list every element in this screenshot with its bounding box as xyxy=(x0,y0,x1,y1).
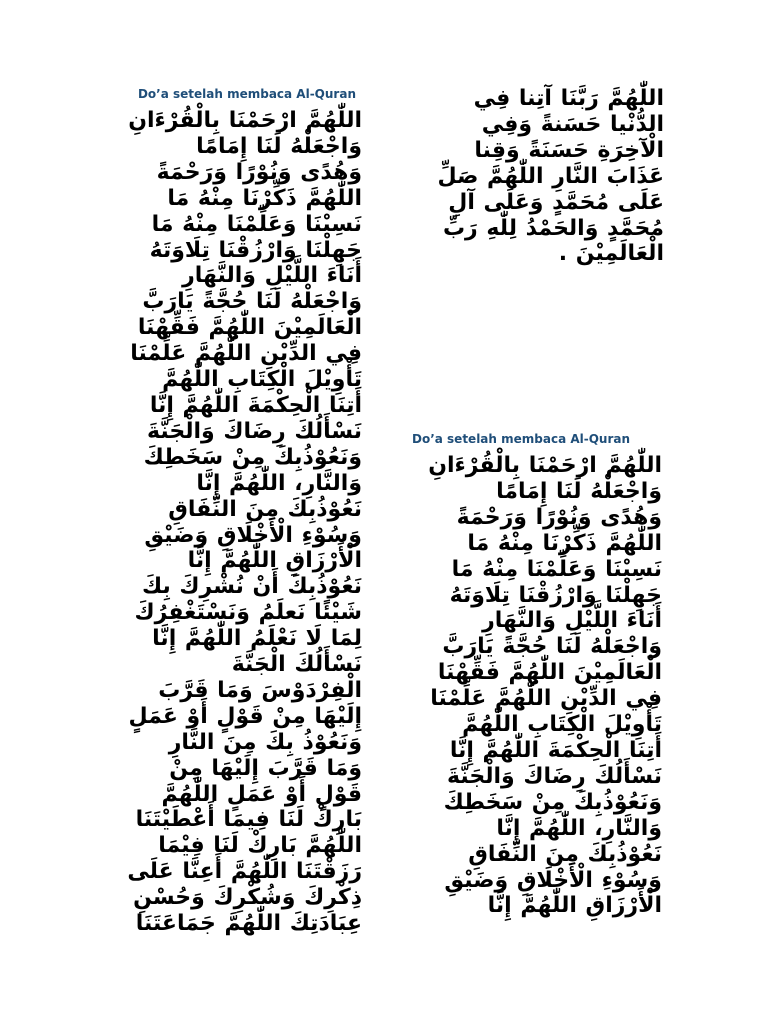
verse-line: وَسُوْءِ الْأَخْلَاقِ وَضَيْقِ xyxy=(444,867,662,893)
verse-line: نَسْأَلُكَ الْجَنَّةَ xyxy=(231,652,362,678)
verse-line: اللّٰهُمَّ ذَكِّرْنَا مِنْهُ مَا xyxy=(167,185,362,211)
verse-line: اللّٰهُمَّ ذَكِّرْنَا مِنْهُ مَا xyxy=(467,530,662,556)
verse-line: مُحَمَّدٍ وَالحَمْدُ لِلّٰهِ رَبِّ xyxy=(442,215,664,241)
verse-line: وَاجْعَلْهُ لَنَا إِمَامًا xyxy=(496,478,662,504)
verse-line: رَزَقْتَنَا اللّٰهُمَّ أَعِنَّا عَلَى xyxy=(127,859,362,885)
verse-line: وَمَا قَرَّبَ إِلَيْهَا مِنْ xyxy=(169,755,362,781)
verse-line: الدُّنْيا حَسَنةً وَفِي xyxy=(481,111,664,137)
right-top-column xyxy=(412,86,664,267)
right-bottom-column xyxy=(410,431,662,919)
verse-line: تَأْوِيْلَ الْكِتَابِ اللّٰهُمَّ xyxy=(462,712,662,738)
verse-line: نَعُوْذُبِكَ مِنَ النِّفَاقِ xyxy=(468,841,662,867)
verse-line: لِمَا لَا نَعْلَمُ اللّٰهُمَّ إِنَّا xyxy=(152,626,362,652)
verse-line: جَهِلْنَا وَارْزُقْنَا تِلَاوَتَهُ xyxy=(149,237,362,263)
verse-line: جَهِلْنَا وَارْزُقْنَا تِلَاوَتَهُ xyxy=(449,582,662,608)
verse-line: وَاجْعَلْهُ لَنَا حُجَّةً يَارَبَّ xyxy=(442,634,662,660)
doa-heading-left: Do’a setelah membaca Al-Quran xyxy=(137,87,356,101)
doa-heading-right: Do’a setelah membaca Al-Quran xyxy=(412,432,631,446)
verse-line: ذِكْرِكَ وَشُكْرِكَ وَحُسْنِ xyxy=(133,885,362,911)
verse-line: وَاجْعَلْهُ لَنَا إِمَامًا xyxy=(196,133,362,159)
verse-line: اللّٰهُمَّ ارْحَمْنَا بِالْقُرْءَانِ xyxy=(128,108,362,133)
verse-line: أَتِنَا الْحِكْمَةَ اللّٰهُمَّ إِنَّا xyxy=(449,737,662,763)
verse-line: وَنَعُوْذُبِكَ مِنْ سَخَطِكَ xyxy=(143,444,362,470)
verse-line: عِبَادَتِكَ اللّٰهُمَّ جَمَاعَتَنَا xyxy=(135,911,362,937)
verse-line: وَالنَّارِ، اللّٰهُمَّ إِنَّا xyxy=(196,470,362,496)
verse-line: الْآخِرَةِ حَسَنَةً وَقِنا xyxy=(474,137,664,163)
verse-line: وَنَعُوْذُ بِكَ مِنَ النَّارِ xyxy=(168,729,362,755)
verse-line: وَاجْعَلْهُ لَنَا حُجَّةً يَارَبَّ xyxy=(142,289,362,315)
verse-line: اللّٰهُمَّ بَارِكْ لَنَا فِيْمَا xyxy=(158,833,362,859)
verse-line: عَذَابَ النَّارِ اللّٰهُمَّ صَلِّ xyxy=(437,163,664,189)
verse-line: قَوْلٍ أَوْ عَمَلٍ اللّٰهُمَّ xyxy=(161,781,362,807)
verse-line: الْعَالَمِيْنَ اللّٰهُمَّ فَقِّهْنَا xyxy=(437,660,662,686)
verse-line: فِي الدِّيْنِ اللّٰهُمَّ عَلِّمْنَا xyxy=(430,686,662,712)
verse-line: وَهُدًى وَنُوْرًا وَرَحْمَةً xyxy=(156,159,362,185)
verse-line: نَسِيْنَا وَعَلِّمْنَا مِنْهُ مَا xyxy=(451,556,662,582)
verse-line: الْأَرْزَاقِ اللّٰهُمَّ إِنَّا xyxy=(187,548,362,574)
verse-line: نَسِيْنَا وَعَلِّمْنَا مِنْهُ مَا xyxy=(151,211,362,237)
verse-line: نَعُوْذُبِكَ مِنَ النِّفَاقِ xyxy=(168,496,362,522)
verse-line: شَيْئًا نَعلَمُ وَنَسْتَغْفِرُكَ xyxy=(134,600,362,626)
verse-line: فِي الدِّيْنِ اللّٰهُمَّ عَلِّمْنَا xyxy=(130,341,362,367)
verse-line: وَسُوْءِ الْأَخْلَاقِ وَضَيْقِ xyxy=(144,522,362,548)
verse-line: الْأَرْزَاقِ اللّٰهُمَّ إِنَّا xyxy=(487,893,662,919)
verse-line: وَالنَّارِ، اللّٰهُمَّ إِنَّا xyxy=(496,815,662,841)
verse-line: وَهُدًى وَنُوْرًا وَرَحْمَةً xyxy=(456,504,662,530)
verse-line: أَتِنَا الْحِكْمَةَ اللّٰهُمَّ إِنَّا xyxy=(149,392,362,418)
arabic-verse-right-top xyxy=(412,86,664,267)
verse-line: عَلَى مُحَمَّدٍ وَعَلَى آلِ xyxy=(448,189,664,215)
verse-line: الْعَالَمِيْنَ اللّٰهُمَّ فَقِّهْنَا xyxy=(137,315,362,341)
verse-line: بَارِكْ لَنَا فِيمَا أَعْطَيْتَنَا xyxy=(135,807,362,833)
verse-line: الْفِرْدَوْسَ وَمَا قَرَّبَ xyxy=(158,677,362,703)
verse-line: نَعُوْذُبِكَ أَنْ نُشْرِكَ بِكَ xyxy=(141,574,362,600)
left-column xyxy=(116,86,362,937)
verse-line: نَسْأَلُكَ رِضَاكَ وَالْجَنَّةَ xyxy=(147,418,362,444)
verse-line: اللّٰهُمَّ رَبَّنَا آتِنا فِي xyxy=(473,86,664,111)
verse-line: وَنَعُوْذُبِكَ مِنْ سَخَطِكَ xyxy=(443,789,662,815)
verse-line: الْعَالَمِيْنَ . xyxy=(558,241,664,267)
arabic-verse-right-bottom xyxy=(410,453,662,919)
arabic-verse-left xyxy=(116,108,362,937)
verse-line: اللّٰهُمَّ ارْحَمْنَا بِالْقُرْءَانِ xyxy=(428,453,662,478)
verse-line: نَسْأَلُكَ رِضَاكَ وَالْجَنَّةَ xyxy=(447,763,662,789)
verse-line: تَأْوِيْلَ الْكِتَابِ اللّٰهُمَّ xyxy=(162,367,362,393)
verse-line: إِلَيْهَا مِنْ قَوْلٍ أَوْ عَمَلٍ xyxy=(128,703,362,729)
verse-line: أَنَاءَ اللَّيْلِ وَالنَّهَارِ xyxy=(482,608,662,634)
verse-line: أَنَاءَ اللَّيْلِ وَالنَّهَارِ xyxy=(182,263,362,289)
